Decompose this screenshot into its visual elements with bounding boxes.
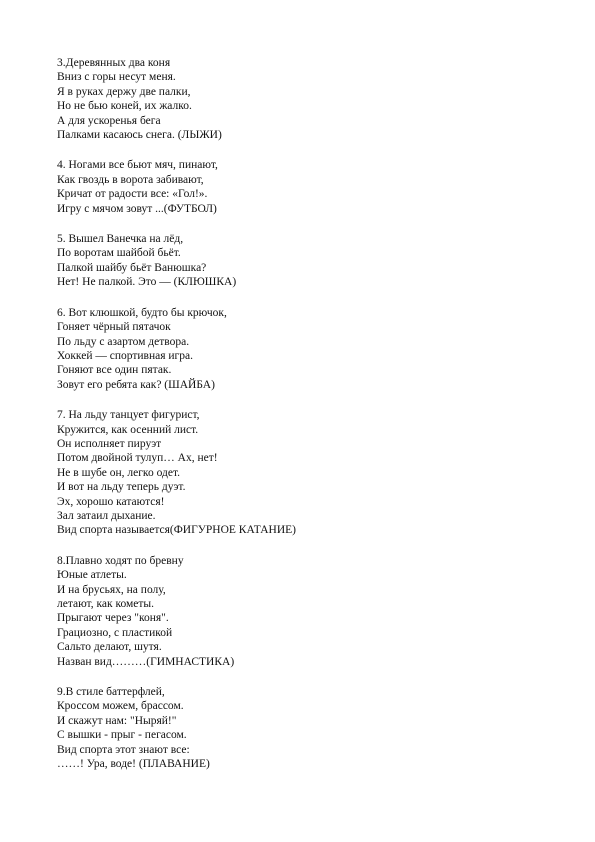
riddle-line: 3.Деревянных два коня: [57, 57, 171, 69]
riddle-swimming: [57, 685, 557, 771]
riddle-line: Вниз с горы несут меня.: [57, 71, 176, 84]
riddle-gymnastics: [57, 554, 557, 669]
riddle-line: И вот на льду теперь дуэт.: [57, 481, 186, 494]
riddle-line: 6. Вот клюшкой, будто бы крючок,: [57, 306, 227, 319]
riddle-line: Палкой шайбу бьёт Ванюшка?: [57, 261, 207, 274]
riddle-line: И скажут нам: "Ныряй!": [57, 714, 177, 727]
riddle-line: И на брусьях, на полу,: [57, 583, 166, 596]
riddle-line: Кружится, как осенний лист.: [57, 423, 199, 436]
riddle-line: По воротам шайбой бьёт.: [57, 247, 181, 260]
riddle-line: А для ускоренья бега: [57, 114, 161, 127]
riddle-list: [57, 56, 557, 787]
riddle-line: С вышки - прыг - пегасом.: [57, 729, 187, 742]
riddle-line: Как гвоздь в ворота забивают,: [57, 173, 204, 186]
riddle-puck: [57, 306, 557, 392]
riddle-skis: [57, 56, 557, 142]
riddle-line: Нет! Не палкой. Это — (КЛЮШКА): [57, 276, 237, 289]
riddle-line: Зал затаил дыхание.: [57, 509, 156, 522]
riddle-line: Зовут его ребята как? (ШАЙБА): [57, 378, 215, 391]
riddle-line: Прыгают через "коня".: [57, 612, 169, 625]
riddle-line: Не в шубе он, легко одет.: [57, 466, 180, 479]
riddle-football: [57, 158, 557, 216]
riddle-line: Кричат от радости все: «Гол!».: [57, 188, 208, 201]
riddle-line: Гоняют все один пятак.: [57, 364, 172, 377]
riddle-line: По льду с азартом детвора.: [57, 335, 190, 348]
riddle-line: 7. На льду танцует фигурист,: [57, 409, 200, 422]
riddle-line: Эх, хорошо катаются!: [57, 495, 165, 508]
riddle-line: Вид спорта называется(ФИГУРНОЕ КАТАНИЕ): [57, 524, 296, 537]
riddle-line: 5. Вышел Ванечка на лёд,: [57, 233, 184, 246]
riddle-line: Но не бью коней, их жалко.: [57, 100, 192, 113]
riddle-hockey-stick: [57, 232, 557, 290]
riddle-line: Хоккей — спортивная игра.: [57, 349, 193, 362]
riddle-line: Я в руках держу две палки,: [57, 85, 191, 98]
riddle-line: 9.В стиле баттерфлей,: [57, 686, 165, 699]
riddle-line: Юные атлеты.: [57, 569, 127, 582]
riddle-line: Палками касаюсь снега. (ЛЫЖИ): [57, 129, 222, 142]
riddle-line: Игру с мячом зовут ...(ФУТБОЛ): [57, 202, 217, 215]
riddle-line: летают, как кометы.: [57, 598, 154, 610]
riddle-line: Он исполняет пируэт: [57, 437, 162, 450]
riddle-line: Кроссом можем, брассом.: [57, 700, 184, 713]
riddle-figure-skating: [57, 408, 557, 538]
riddle-line: Потом двойной тулуп… Ах, нет!: [57, 452, 218, 465]
riddle-line: Гоняет чёрный пятачок: [57, 321, 171, 334]
riddle-line: 4. Ногами все бьют мяч, пинают,: [57, 159, 218, 172]
riddle-line: Грациозно, с пластикой: [57, 626, 173, 639]
riddle-line: 8.Плавно ходят по бревну: [57, 554, 184, 567]
riddle-line: Назван вид………(ГИМНАСТИКА): [57, 655, 235, 668]
riddle-line: Сальто делают, шутя.: [57, 641, 162, 654]
riddle-line: ……! Ура, воде! (ПЛАВАНИЕ): [57, 758, 210, 771]
riddle-line: Вид спорта этот знают все:: [57, 743, 190, 756]
